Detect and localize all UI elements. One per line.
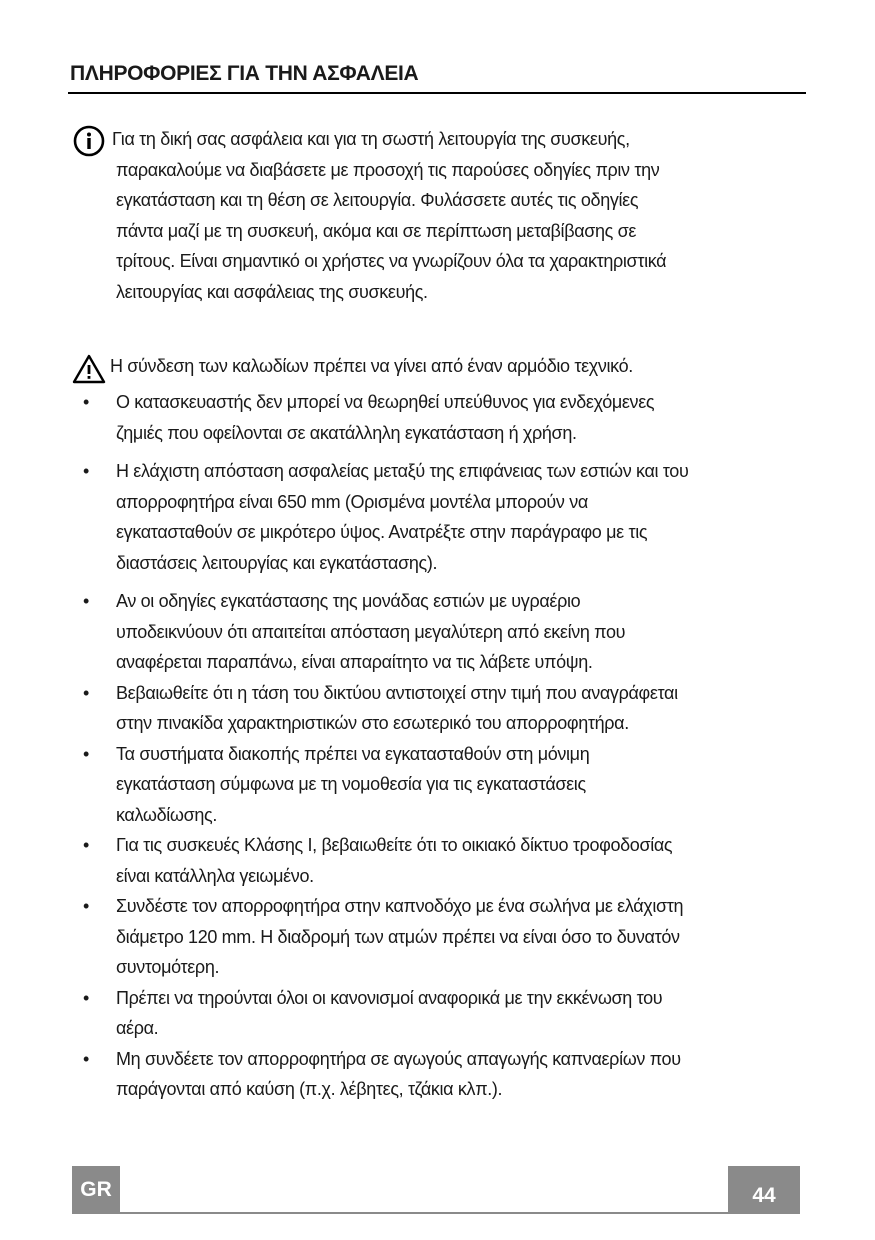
list-item-line: Αν οι οδηγίες εγκατάστασης της μονάδας εστιών με υγραέριο xyxy=(116,591,581,611)
list-item-line: Συνδέστε τον απορροφητήρα στην καπνοδόχο με ένα σωλήνα με ελάχιστη xyxy=(116,896,684,916)
bullet-icon: • xyxy=(83,591,89,611)
info-line: Για τη δική σας ασφάλεια και για τη σωστή λειτουργία της συσκευής, xyxy=(112,129,630,149)
page-number: 44 xyxy=(728,1166,800,1214)
info-line: εγκατάσταση και τη θέση σε λειτουργία. Φυλάσσετε αυτές τις οδηγίες xyxy=(116,190,639,210)
list-item-line: Τα συστήματα διακοπής πρέπει να εγκατασταθούν στη μόνιμη xyxy=(116,743,590,764)
list-item-line: απορροφητήρα είναι 650 mm (Ορισμένα μοντέλα μπορούν να xyxy=(116,491,588,512)
list-item-line: υποδεικνύουν ότι απαιτείται απόσταση μεγαλύτερη από εκείνη που xyxy=(116,621,626,642)
page-title: ΠΛΗΡΟΦΟΡΙΕΣ ΓΙΑ ΤΗΝ ΑΣΦΑΛΕΙΑ xyxy=(70,62,419,85)
list-item xyxy=(80,891,800,983)
list-item-line: αναφέρεται παραπάνω, είναι απαραίτητο να τις λάβετε υπόψη. xyxy=(116,652,593,672)
info-line: παρακαλούμε να διαβάσετε με προσοχή τις παρούσες οδηγίες πριν την xyxy=(116,159,660,180)
list-item-line: Για τις συσκευές Κλάσης I, βεβαιωθείτε ότι το οικιακό δίκτυο τροφοδοσίας xyxy=(116,835,673,855)
warning-notice-text: Η σύνδεση των καλωδίων πρέπει να γίνει από έναν αρμόδιο τεχνικό. xyxy=(110,356,633,376)
list-item xyxy=(80,1044,800,1105)
list-item xyxy=(80,456,800,578)
bullet-icon: • xyxy=(83,392,89,412)
bullet-icon: • xyxy=(83,743,89,764)
list-item-line: εγκατάσταση σύμφωνα με τη νομοθεσία για τις εγκαταστάσεις xyxy=(116,774,586,794)
list-item-line: εγκατασταθούν σε μικρότερο ύψος. Ανατρέξτε στην παράγραφο με τις xyxy=(116,522,648,542)
list-item-line: συντομότερη. xyxy=(116,957,220,977)
footer-rule xyxy=(120,1212,730,1214)
bullet-icon: • xyxy=(83,461,89,481)
info-line: πάντα μαζί με τη συσκευή, ακόμα και σε περίπτωση μεταβίβασης σε xyxy=(116,220,637,241)
list-item-line: διαστάσεις λειτουργίας και εγκατάστασης). xyxy=(116,552,438,573)
list-item-line: παράγονται από καύση (π.χ. λέβητες, τζάκια κλπ.). xyxy=(116,1079,503,1099)
list-item-line: Πρέπει να τηρούνται όλοι οι κανονισμοί αναφορικά με την εκκένωση του xyxy=(116,987,663,1008)
list-item-line: ζημιές που οφείλονται σε ακατάλληλη εγκατάσταση ή χρήση. xyxy=(116,422,577,443)
bullet-icon: • xyxy=(83,835,89,855)
info-line: λειτουργίας και ασφάλειας της συσκευής. xyxy=(116,281,428,302)
info-icon xyxy=(73,125,105,157)
list-item xyxy=(80,387,800,448)
list-item xyxy=(80,678,800,739)
list-item-line: καλωδίωσης. xyxy=(116,804,217,825)
info-line: τρίτους. Είναι σημαντικό οι χρήστες να γνωρίζουν όλα τα χαρακτηριστικά xyxy=(116,251,667,271)
list-item-line: είναι κατάλληλα γειωμένο. xyxy=(116,865,314,886)
bullet-icon: • xyxy=(83,987,89,1008)
list-item xyxy=(80,983,800,1044)
list-item-line: Βεβαιωθείτε ότι η τάση του δικτύου αντιστοιχεί στην τιμή που αναγράφεται xyxy=(116,682,678,703)
list-item xyxy=(80,586,800,678)
list-item-line: στην πινακίδα χαρακτηριστικών στο εσωτερικό του απορροφητήρα. xyxy=(116,713,629,733)
list-item xyxy=(80,830,800,891)
list-item-line: Μη συνδέετε τον απορροφητήρα σε αγωγούς απαγωγής καπναερίων που xyxy=(116,1048,681,1069)
list-item-line: διάμετρο 120 mm. Η διαδρομή των ατμών πρέπει να είναι όσο το δυνατόν xyxy=(116,926,680,947)
bullet-icon: • xyxy=(83,896,89,916)
list-item-line: αέρα. xyxy=(116,1018,159,1038)
title-underline xyxy=(68,92,806,94)
info-notice-text xyxy=(112,124,796,307)
list-item xyxy=(80,739,800,831)
list-item-line: Η ελάχιστη απόσταση ασφαλείας μεταξύ της επιφάνειας των εστιών και του xyxy=(116,461,689,481)
bullet-icon: • xyxy=(83,682,89,703)
safety-bullet-list xyxy=(80,387,800,1105)
language-tab: GR xyxy=(72,1166,120,1214)
list-item-line: Ο κατασκευαστής δεν μπορεί να θεωρηθεί υπεύθυνος για ενδεχόμενες xyxy=(116,392,655,412)
bullet-icon: • xyxy=(83,1048,89,1069)
warning-triangle-icon xyxy=(72,354,106,384)
